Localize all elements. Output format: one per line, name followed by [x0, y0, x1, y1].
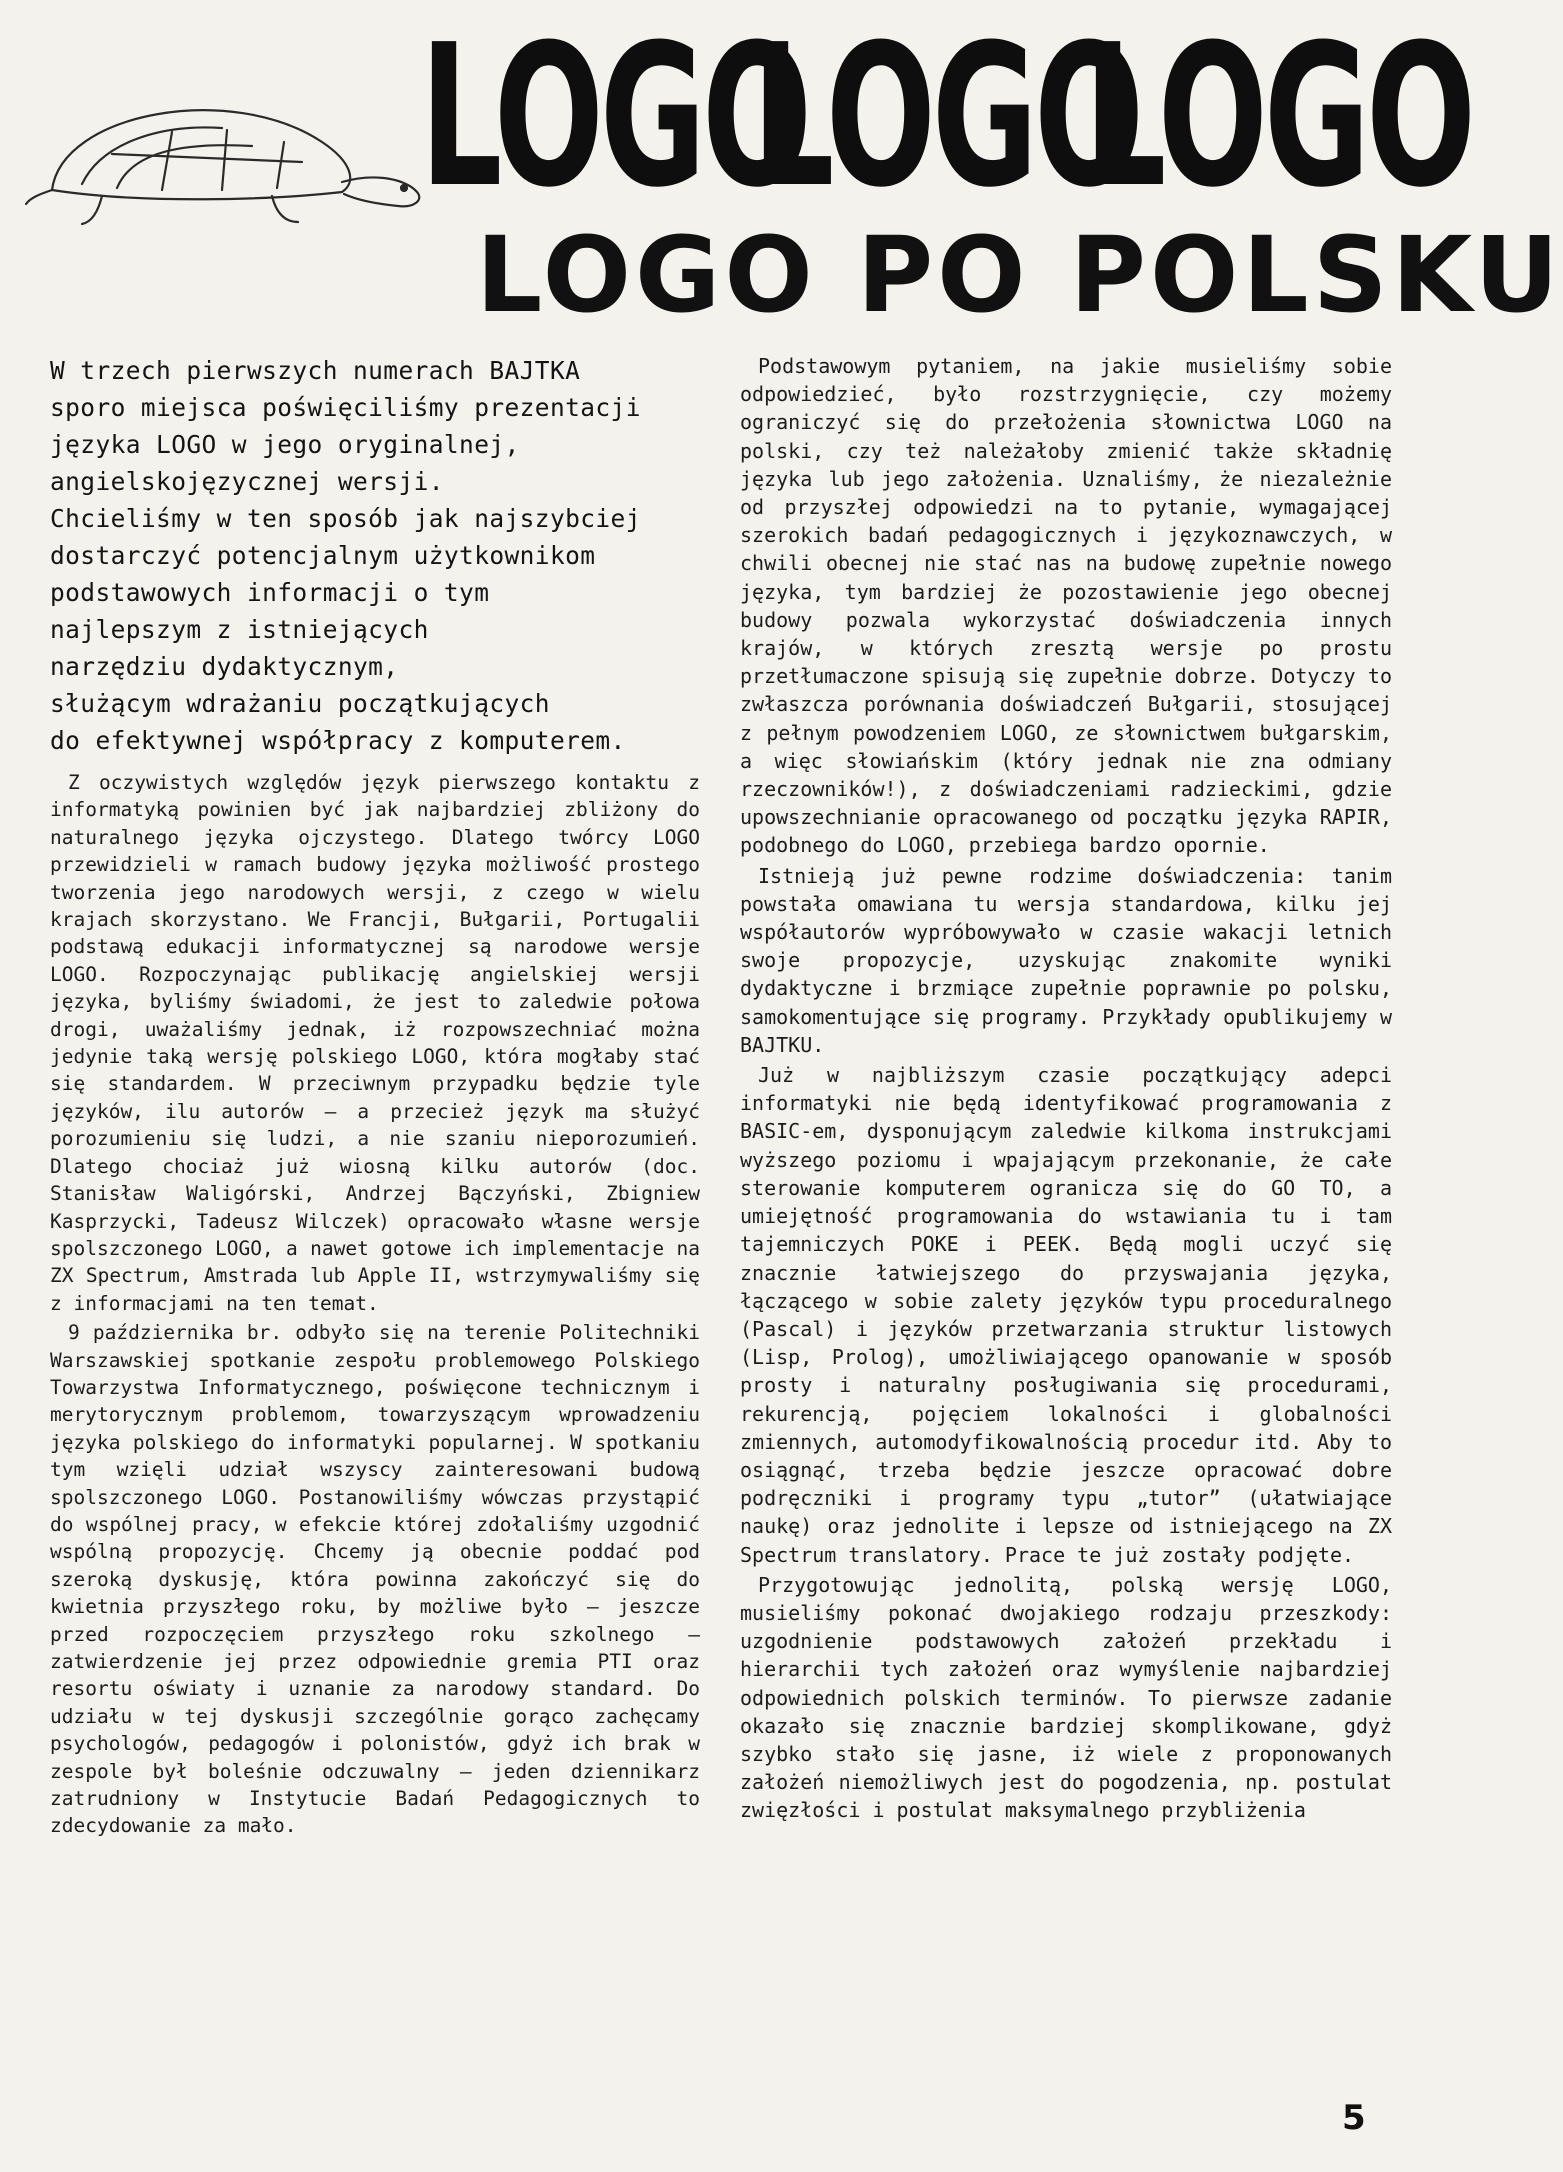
turtle-illustration	[22, 72, 442, 232]
body-paragraph: Podstawowym pytaniem, na jakie musieliśmy sobie odpowiedzieć, było rozstrzygnięcie, czy możemy ograniczyć się do przełożenia słownictwa LOGO na polski, czy też należałoby zmienić także składnię języka lub jego założenia. Uznaliśmy, że niezależnie od przyszłej odpowiedzi na to pytanie, wymagającej szerokich badań pedagogicznych i językoznawczych, w chwili obecnej nie stać nas na budowę zupełnie nowego języka, tym bardziej że pozostawienie jego obecnej budowy pozwala wykorzystać doświadczenia innych krajów, w których zresztą wersje po prostu przetłumaczone spisują się zupełnie dobrze. Dotyczy to zwłaszcza porównania doświadczeń Bułgarii, stosującej z pełnym powodzeniem LOGO, ze słownictwem bułgarskim, a więc słowiańskim (który jednak nie zna odmiany rzeczowników!), z doświadczeniami radzieckimi, gdzie upowszechnianie opracowanego od początku języka RAPIR, podobnego do LOGO, przebiega bardzo opornie.	[740, 354, 1392, 858]
left-body-text	[50, 769, 700, 1840]
lead-line: do efektywnej współpracy z komputerem.	[50, 726, 626, 755]
lead-line: W trzech pierwszych numerach BAJTKA	[50, 356, 581, 385]
body-paragraph: 9 października br. odbyło się na terenie Politechniki Warszawskiej spotkanie zespołu problemowego Polskiego Towarzystwa Informatycznego, poświęcone technicznym i merytorycznym problemom, towarzyszącym wprowadzeniu języka polskiego do informatyki popularnej. W spotkaniu tym wzięli udział wszyscy zainteresowani budową spolszczonego LOGO. Postanowiliśmy wówczas przystąpić do wspólnej pracy, w efekcie której zdołaliśmy uzgodnić wspólną propozycję. Chcemy ją obecnie poddać pod szeroką dyskusję, która powinna zakończyć się do kwietnia przyszłego roku, by możliwe było — jeszcze przed rozpoczęciem przyszłego roku szkolnego — zatwierdzenie jej przez odpowiednie gremia PTI oraz resortu oświaty i uznanie za narodowy standard. Do udziału w tej dyskusji szczególnie gorąco zachęcamy psychologów, pedagogów i polonistów, gdyż ich brak w zespole był boleśnie odczuwalny — jeden dziennikarz zatrudniony w Instytucie Badań Pedagogicznych to zdecydowanie za mało.	[50, 1321, 700, 1838]
logo-banner	[420, 3, 1473, 231]
lead-line: najlepszym z istniejących	[50, 615, 429, 644]
lead-line: służącym wdrażaniu początkujących	[50, 689, 550, 718]
lead-line: Chcieliśmy w ten sposób jak najszybciej	[50, 504, 641, 533]
lead-line: podstawowych informacji o tym	[50, 578, 490, 607]
article-headline: LOGO PO POLSKU	[476, 214, 1563, 336]
lead-line: angielskojęzycznej wersji.	[50, 467, 444, 496]
body-paragraph: Już w najbliższym czasie początkujący adepci informatyki nie będą identyfikować programowania z BASIC-em, dysponującym zaledwie kilkoma instrukcjami wyższego poziomu i wpajającym przekonanie, że całe sterowanie komputerem ogranicza się do GO TO, a umiejętność programowania do wstawiania tu i tam tajemniczych POKE i PEEK. Będą mogli uczyć się znacznie łatwiejszego do przyswajania języka, łączącego w sobie zalety języków typu proceduralnego (Pascal) i języków przetwarzania struktur listowych (Lisp, Prolog), umożliwiającego opanowanie w sposób prosty i naturalny posługiwania się procedurami, rekurencją, pojęciem lokalności i globalności zmiennych, automodyfikowalnością procedur itd. Aby to osiągnąć, trzeba będzie jeszcze opracować dobre podręczniki i programy typu „tutor” (ułatwiające naukę) oraz jednolite i lepsze od istniejącego na ZX Spectrum translatory. Prace te już zostały podjęte.	[740, 1063, 1392, 1567]
body-paragraph: Z oczywistych względów język pierwszego kontaktu z informatyką powinien być jak najbardziej zbliżony do naturalnego języka ojczystego. Dlatego twórcy LOGO przewidzieli w ramach budowy języka możliwość prostego tworzenia jego narodowych wersji, z czego w wielu krajach skorzystano. We Francji, Bułgarii, Portugalii podstawą edukacji informatycznej są narodowe wersje LOGO. Rozpoczynając publikację angielskiej wersji języka, byliśmy świadomi, że jest to zaledwie połowa drogi, uważaliśmy jednak, iż rozpowszechniać można jedynie taką wersję polskiego LOGO, która mogłaby stać się standardem. W przeciwnym przypadku będzie tyle języków, ilu autorów — a przecież język ma służyć porozumieniu się ludzi, a nie szaniu nieporozumień. Dlatego chociaż już wiosną kilku autorów (doc. Stanisław Waligórski, Andrzej Bączyński, Zbigniew Kasprzycki, Tadeusz Wilczek) opracowało własne wersje spolszczonego LOGO, a nawet gotowe ich implementacje na ZX Spectrum, Amstrada lub Apple II, wstrzymywaliśmy się z informacjami na ten temat.	[50, 771, 700, 1315]
body-paragraph: Przygotowując jednolitą, polską wersję LOGO, musieliśmy pokonać dwojakiego rodzaju przeszkody: uzgodnienie podstawowych założeń przekładu i hierarchii tych założeń oraz wymyślenie najbardziej odpowiednich polskich terminów. To pierwsze zadanie okazało się znacznie bardziej skomplikowane, gdyż szybko stało się jasne, iż wiele z proponowanych założeń niemożliwych jest do pogodzenia, np. postulat zwięzłości i postulat maksymalnego przybliżenia	[740, 1572, 1392, 1823]
page-number: 5	[1342, 2098, 1366, 2138]
logo-word-2: LOGO	[752, 3, 1141, 231]
lead-line: dostarczyć potencjalnym użytkownikom	[50, 541, 596, 570]
lead-line: sporo miejsca poświęciliśmy prezentacji	[50, 393, 641, 422]
logo-word-1: LOGO	[420, 3, 809, 231]
lead-line: języka LOGO w jego oryginalnej,	[50, 430, 520, 459]
lead-line: narzędziu dydaktycznym,	[50, 652, 399, 681]
lead-paragraph	[50, 352, 700, 759]
body-paragraph: Istnieją już pewne rodzime doświadczenia: tanim powstała omawiana tu wersja standardowa, kilku jej współautorów wypróbowywało w czasie wakacji letnich swoje propozycje, uzyskując znakomite wyniki dydaktyczne i brzmiące zupełnie poprawnie po polsku, samokomentujące się programy. Przykłady opublikujemy w BAJTKU.	[740, 863, 1392, 1057]
left-column	[50, 352, 700, 1840]
right-column	[740, 352, 1392, 1825]
logo-word-3: LOGO	[1084, 3, 1473, 231]
right-body-text	[740, 352, 1392, 1825]
